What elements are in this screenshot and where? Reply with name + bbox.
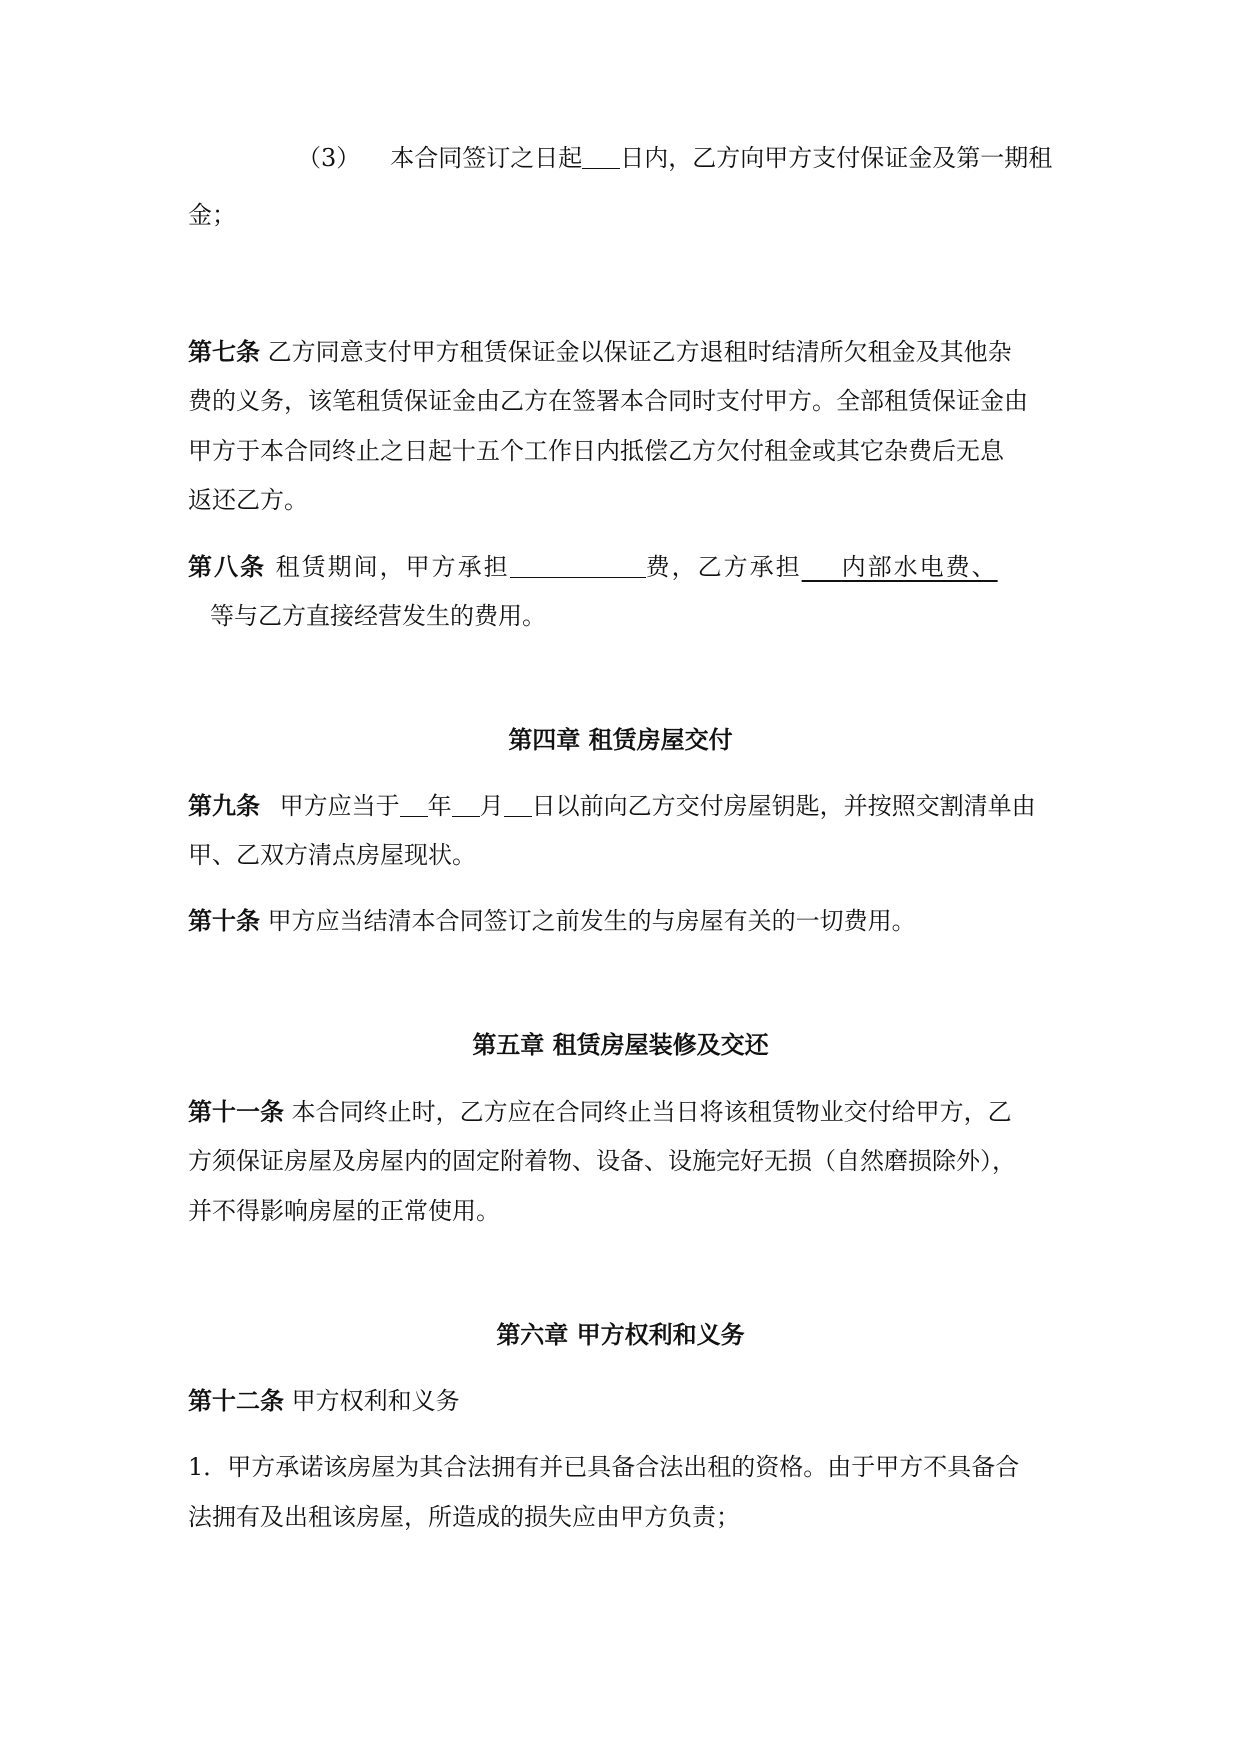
art8-line2: 等与乙方直接经营发生的费用。 xyxy=(210,602,546,630)
art9-line2: 甲、乙双方清点房屋现状。 xyxy=(188,841,476,869)
art9-year: 年 xyxy=(427,792,452,820)
art10-line xyxy=(188,906,916,936)
art8-line1 xyxy=(188,552,998,582)
art9-text-a: 甲方应当于 xyxy=(279,792,400,820)
clause1-line2: 法拥有及出租该房屋，所造成的损失应由甲方负责； xyxy=(188,1503,740,1531)
art7-text-3: 甲方于本合同终止之日起十五个工作日内抵偿乙方欠付租金或其它杂费后无息 xyxy=(188,437,1004,465)
art7-label: 第七条 xyxy=(188,338,260,366)
art7-text-2: 费的义务，该笔租赁保证金由乙方在签署本合同时支付甲方。全部租赁保证金由 xyxy=(188,387,1028,415)
art10-label: 第十条 xyxy=(188,907,260,935)
year-blank xyxy=(400,792,428,817)
art12-label: 第十二条 xyxy=(188,1387,284,1415)
art11-label: 第十一条 xyxy=(188,1098,284,1126)
day-blank xyxy=(504,792,532,817)
art8-text-a: 租赁期间，甲方承担 xyxy=(275,553,510,581)
days-blank xyxy=(582,144,620,169)
month-blank xyxy=(452,792,480,817)
art7-text-1: 乙方同意支付甲方租赁保证金以保证乙方退租时结清所欠租金及其他杂 xyxy=(267,338,1012,366)
art10-text: 甲方应当结清本合同签订之前发生的与房屋有关的一切费用。 xyxy=(267,907,916,935)
art9-label: 第九条 xyxy=(188,792,260,820)
landlord-fee-blank xyxy=(510,553,646,578)
art7-text-4: 返还乙方。 xyxy=(188,486,308,514)
item3-line1 xyxy=(297,143,1052,173)
art11-text-1: 本合同终止时，乙方应在合同终止当日将该租赁物业交付给甲方，乙 xyxy=(291,1098,1012,1126)
item3-number: （3） xyxy=(297,144,361,172)
art8-label: 第八条 xyxy=(188,553,266,581)
art8-text-b: 费，乙方承担 xyxy=(645,553,802,581)
art7-line1 xyxy=(188,337,1012,367)
art9-month: 月 xyxy=(479,792,504,820)
item3-text-c: 金； xyxy=(188,201,236,229)
art9-text-b: 日以前向乙方交付房屋钥匙，并按照交割清单由 xyxy=(531,792,1036,820)
art8-underlined: 内部水电费、 xyxy=(841,553,998,581)
chapter4-title: 第四章 租赁房屋交付 xyxy=(508,726,733,754)
chapter6-title: 第六章 甲方权利和义务 xyxy=(496,1321,745,1349)
item3-text-a: 本合同签订之日起 xyxy=(390,144,583,172)
art11-line1 xyxy=(188,1097,1012,1127)
art11-text-3: 并不得影响房屋的正常使用。 xyxy=(188,1197,500,1225)
art12-line xyxy=(188,1386,460,1416)
art12-text: 甲方权利和义务 xyxy=(291,1387,460,1415)
chapter5-title: 第五章 租赁房屋装修及交还 xyxy=(472,1031,769,1059)
art9-line1 xyxy=(188,791,1036,821)
clause1-line1: 1．甲方承诺该房屋为其合法拥有并已具备合法出租的资格。由于甲方不具备合 xyxy=(188,1453,1020,1481)
art11-text-2: 方须保证房屋及房屋内的固定附着物、设备、设施完好无损（自然磨损除外）， xyxy=(188,1147,1016,1175)
item3-text-b: 日内，乙方向甲方支付保证金及第一期租 xyxy=(620,144,1053,172)
